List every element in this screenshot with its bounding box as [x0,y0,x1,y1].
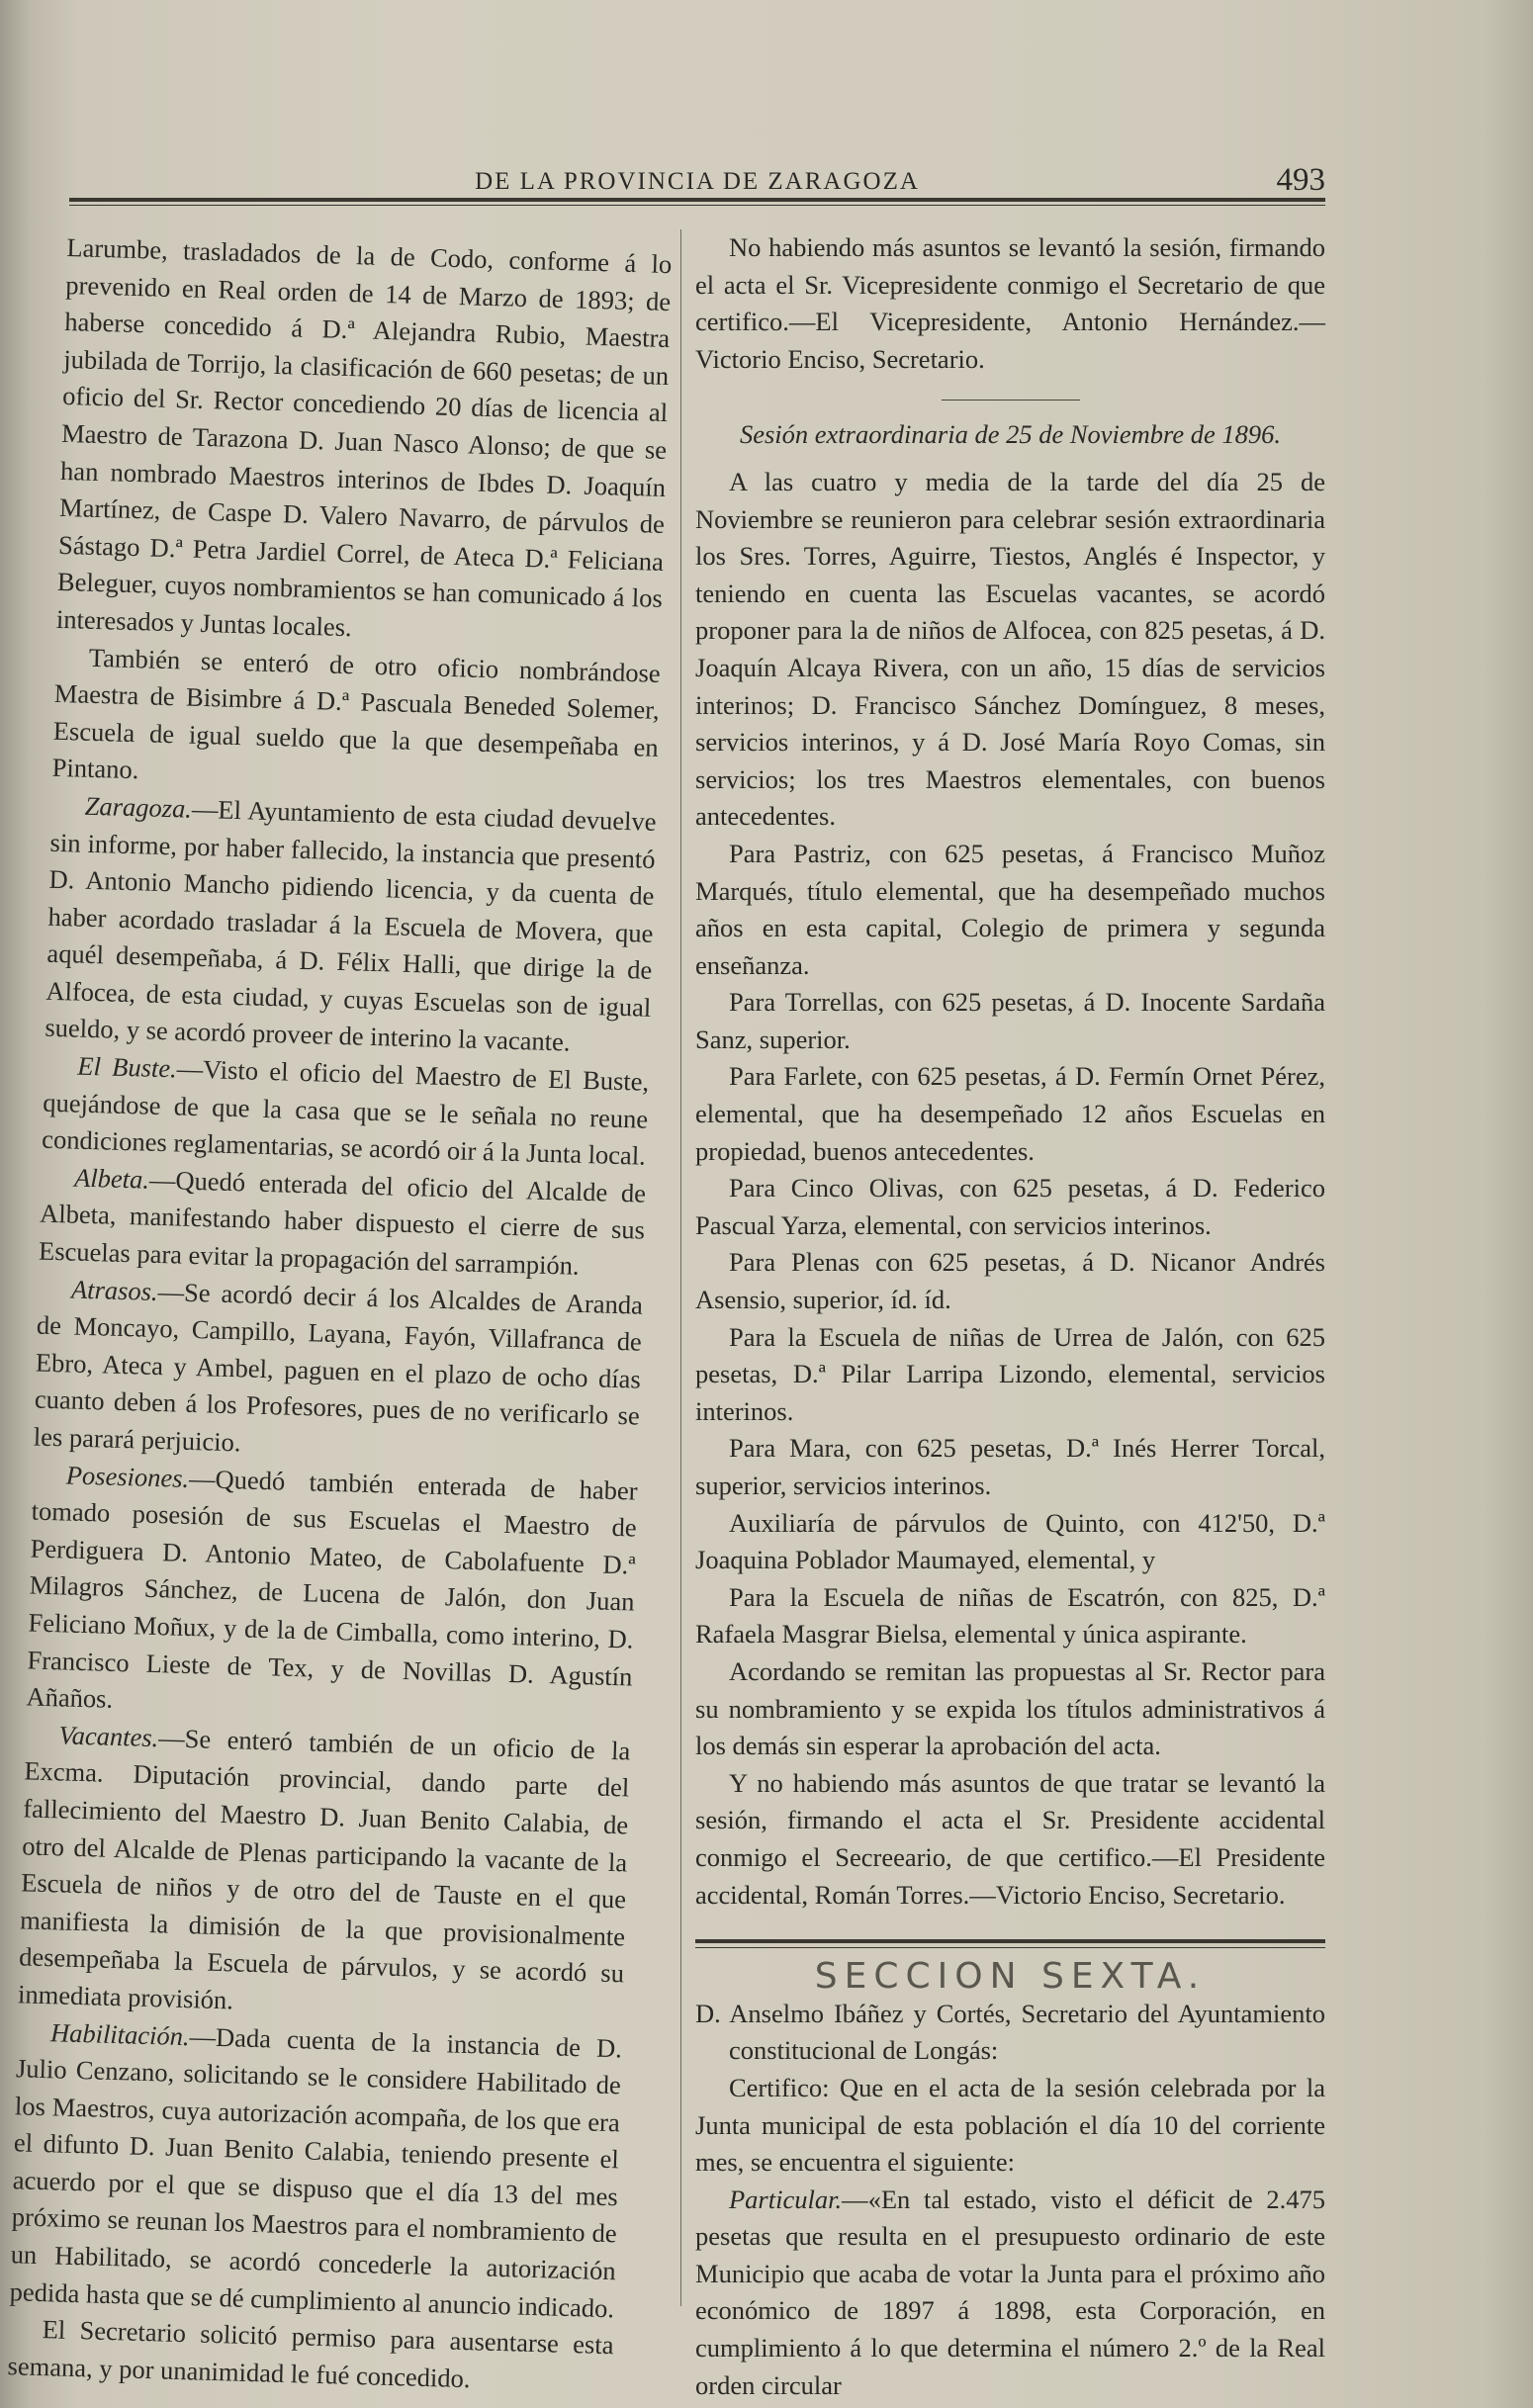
running-title: DE LA PROVINCIA DE ZARAGOZA [475,168,920,195]
paragraph-text: —Se acordó decir á los Alcaldes de Aranda de Moncayo, Campillo, Layana, Fayón, Villafranca de Ebro, Ateca y Ambel, paguen en el plazo de ocho días cuanto deben á los Profesores, pues de no verificarlo se les parará perjuicio. [33,1276,644,1458]
paragraph-text: —Visto el oficio del Maestro de El Buste, quejándose de que la casa que se le señala no reune condiciones reglamentarias, se acordó oir á la Junta local. [41,1053,650,1171]
page-header [69,162,1325,208]
section-title: SECCION SEXTA. [814,1956,1207,1998]
paragraph [18,1716,631,2030]
paragraph-heading: Zaragoza. [84,790,193,824]
paragraph: Larumbe, trasladados de la de Codo, conforme á lo prevenido en Real orden de 14 de Marzo de 1893; de haberse concedido á D.ª Alejandra Rubio, Maestra jubilada de Torrijo, la clasificación de 660 pesetas; de un oficio del Sr. Rector concediendo 20 días de licencia al Maestro de Tarazona D. Juan Nasco Alonso; de que se han nombrado Maestros interinos de Ibdes D. Joaquín Martínez, de Caspe D. Valero Navarro, de párvulos de Sástago D.ª Petra Jardiel Correl, de Ateca D.ª Feliciana Beleguer, cuyos nombramientos se han comunicado á los interesados y Juntas locales. [55,231,673,643]
paragraph: Para Mara, con 625 pesetas, D.ª Inés Herrer Torcal, superior, servicios interinos. [695,1433,1325,1500]
paragraph: No habiendo más asuntos se levantó la sesión, firmando el acta el Sr. Vicepresidente conmigo el Secretario de que certifico.—El Vicepresidente, Antonio Hernández.—Victorio Enciso, Secretario. [695,232,1325,374]
paragraph-heading: Posesiones. [65,1460,190,1493]
paragraph-heading: Albeta. [73,1162,150,1195]
header-rule-thin [69,205,1325,206]
paragraph: Para Farlete, con 625 pesetas, á D. Fermín Ornet Pérez, elemental, que ha desempeñado 12 años Escuelas en propiedad, buenos antecedentes. [695,1061,1325,1166]
paragraph: Para Pastriz, con 625 pesetas, á Francisco Muñoz Marqués, título elemental, que ha desempeñado muchos años en esta capital, Colegio de primera y segunda enseñanza. [695,838,1325,980]
paragraph-heading: Particular. [729,2184,843,2214]
paragraph: A las cuatro y media de la tarde del día 25 de Noviembre se reunieron para celebrar sesión extraordinaria los Sres. Torres, Aguirre, Tiestos, Anglés é Inspector, y teniendo en cuenta las Escuelas vacantes, se acordó proponer para la de niños de Alfocea, con 825 pesetas, á D. Joaquín Alcaya Rivera, con un año, 15 días de servicios interinos; D. Francisco Sánchez Domínguez, 8 meses, servicios interinos, y á D. José María Royo Comas, sin servicios; los tres Maestros elementales, con buenos antecedentes. [695,466,1325,832]
left-column [7,229,673,2402]
paragraph: D. Anselmo Ibáñez y Cortés, Secretario del Ayuntamiento constitucional de Longás: [695,1998,1325,2066]
column-divider [680,229,681,2306]
paragraph: Y no habiendo más asuntos de que tratar se levantó la sesión, firmando el acta el Sr. Presidente accidental conmigo el Secreeario, de que certifico.—El Presidente accidental, Román Torres.—Victorio Enciso, Secretario. [695,1767,1325,1910]
paragraph [45,787,657,1064]
paragraph-text: —Quedó enterada del oficio del Alcalde de Albeta, manifestando haber dispuesto el cierre de sus Escuelas para evitar la propagación del sarrampión. [38,1164,647,1281]
session-title: Sesión extraordinaria de 25 de Noviembre de 1896. [739,419,1282,450]
paragraph-text: —Se enteró también de un oficio de la Excma. Diputación provincial, dando parte del fallecimiento del Maestro D. Juan Benito Calabia, de otro del Alcalde de Plenas participando la vacante de la Escuela de niños y de otro del de Tauste en el que manifiesta la dimisión de la que provisionalmente desempeñaba la Escuela de párvulos, y se acordó su inmediata provisión. [17,1722,631,2015]
paragraph-text: —Quedó también enterada de haber tomado posesión de sus Escuelas el Maestro de Perdiguera D. Antonio Mateo, de Cabolafuente D.ª Milagros Sánchez, de Lucena de Jalón, don Juan Feliciano Moñux, y de la de Cimballa, como interino, D. Francisco Lieste de Tex, y de Novillas D. Agustín Añaños. [26,1463,639,1715]
paragraph: También se enteró de otro oficio nombrándose Maestra de Bisimbre á D.ª Pascuala Beneded Solemer, Escuela de igual sueldo que la que desempeñaba en Pintano. [51,642,662,785]
paragraph [26,1456,638,1733]
paragraph: Para Plenas con 625 pesetas, á D. Nicanor Andrés Asensio, superior, íd. íd. [695,1247,1325,1315]
section-rule [695,1939,1325,1943]
page-number: 493 [1276,162,1325,198]
paragraph-heading: Habilitación. [49,2016,191,2051]
paragraph-text: —Dada cuenta de la instancia de D. Julio Cenzano, solicitando se le considere Habilitado de los Maestros, cuya autorización acompaña, de los que era el difunto D. Juan Benito Calabia, teniendo presente el acuerdo por el que se dispuso que el día 13 del mes próximo se reunan los Maestros para el nombramiento de un Habilitado, se acordó concederle la autorización pedida hasta que se dé cumplimiento al anuncio indicado. [9,2020,623,2323]
paragraph-heading: Vacantes. [58,1720,159,1752]
paragraph [39,1158,647,1287]
paragraph-heading: El Buste. [76,1050,178,1084]
right-column [695,229,1325,2404]
paragraph: El Secretario solicitó permiso para ausentarse esta semana, y por unanimidad le fué concedido. [7,2314,614,2394]
paragraph [695,2182,1325,2405]
paragraph [42,1047,650,1176]
header-rule [69,198,1325,202]
paragraph: Certifico: Que en el acta de la sesión celebrada por la Junta municipal de esta población el día 10 del corriente mes, se encuentra el siguiente: [695,2072,1325,2178]
paragraph-text: —«En tal estado, visto el déficit de 2.475 pesetas que resulta en el presupuesto ordinario de este Municipio que acaba de votar la Junta para el próximo año económico de 1897 á 1898, esta Corporación, en cumplimiento á lo que determina el número 2.º de la Real orden circular [695,2184,1325,2400]
paragraph-text: —El Ayuntamiento de esta ciudad devuelve sin informe, por haber fallecido, la instancia que presentó D. Antonio Mancho pidiendo licencia, y da cuenta de haber acordado trasladar á la Escuela de Movera, que aquél desempeñaba, á D. Félix Halli, que dirige la de Alfocea, de esta ciudad, y cuyas Escuelas son de igual sueldo, y se acordó proveer de interino la vacante. [45,793,657,1057]
separator-rule [942,400,1080,401]
paragraph: Para la Escuela de niñas de Urrea de Jalón, con 625 pesetas, D.ª Pilar Larripa Lizondo, elemental, servicios interinos. [695,1321,1325,1426]
paragraph-heading: Atrasos. [70,1274,159,1306]
paragraph: Para Cinco Olivas, con 625 pesetas, á D. Federico Pascual Yarza, elemental, con servicios interinos. [695,1173,1325,1240]
paragraph: Acordando se remitan las propuestas al Sr. Rector para su nombramiento y se expida los títulos administrativos á los demás sin esperar la aprobación del acta. [695,1655,1325,1761]
section-rule-thin [695,1947,1325,1948]
paragraph [9,2013,622,2328]
paragraph: Para la Escuela de niñas de Escatrón, con 825, D.ª Rafaela Masgrar Bielsa, elemental y única aspirante. [695,1581,1325,1650]
paragraph: Para Torrellas, con 625 pesetas, á D. Inocente Sardaña Sanz, superior. [695,987,1325,1054]
paragraph [33,1270,643,1472]
paragraph: Auxiliaría de párvulos de Quinto, con 412'50, D.ª Joaquina Poblador Maumayed, elemental, y [695,1507,1325,1575]
